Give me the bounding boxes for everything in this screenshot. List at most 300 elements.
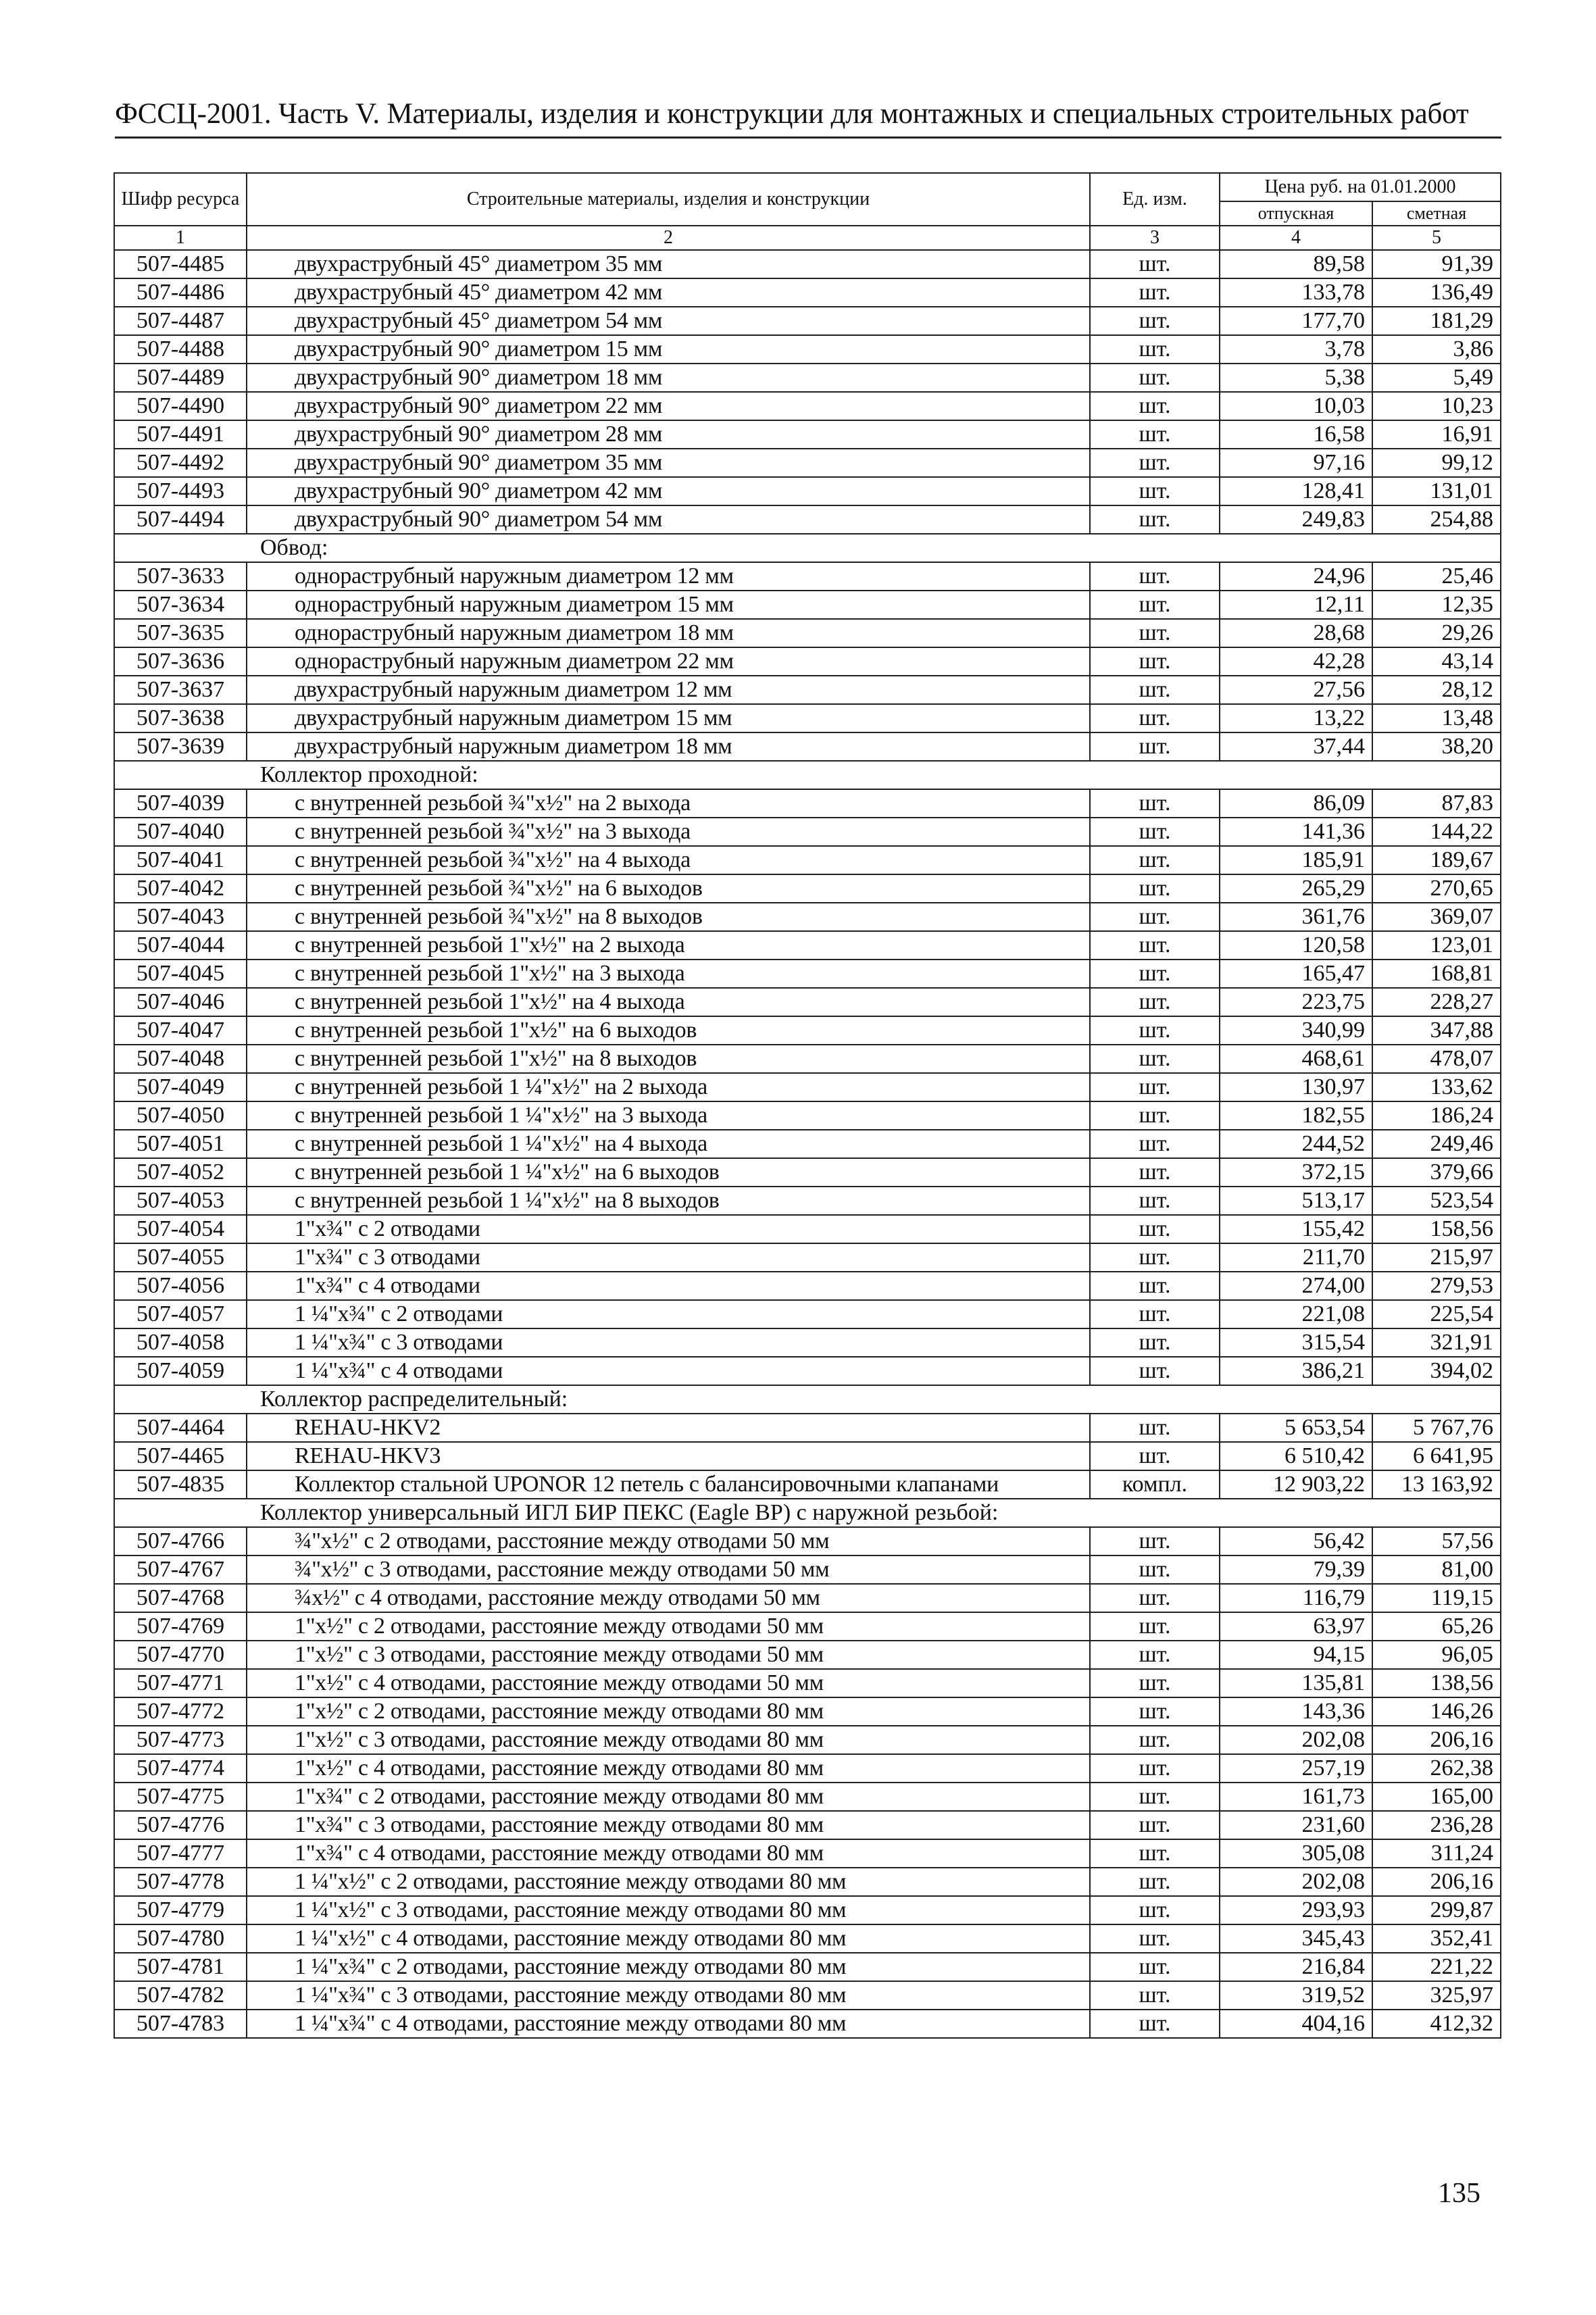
unit-cell: шт. bbox=[1090, 278, 1220, 307]
table-row bbox=[114, 392, 1501, 420]
unit-cell: шт. bbox=[1090, 1101, 1220, 1130]
table-row bbox=[114, 874, 1501, 903]
unit-cell: шт. bbox=[1090, 988, 1220, 1016]
release-price-cell: 56,42 bbox=[1220, 1527, 1372, 1555]
unit-cell: шт. bbox=[1090, 1839, 1220, 1868]
estimate-price-cell: 3,86 bbox=[1372, 335, 1501, 364]
material-name-cell: с внутренней резьбой 1"х½" на 4 выхода bbox=[247, 988, 1090, 1016]
resource-code-cell: 507-4047 bbox=[114, 1016, 247, 1045]
estimate-price-cell: 6 641,95 bbox=[1372, 1442, 1501, 1470]
estimate-price-cell: 158,56 bbox=[1372, 1215, 1501, 1243]
material-name-cell: двухраструбный 90° диаметром 35 мм bbox=[247, 449, 1090, 477]
table-row bbox=[114, 732, 1501, 761]
estimate-price-cell: 81,00 bbox=[1372, 1555, 1501, 1584]
estimate-price-cell: 13,48 bbox=[1372, 704, 1501, 732]
resource-code-cell: 507-4055 bbox=[114, 1243, 247, 1272]
material-name-cell: Коллектор стальной UPONOR 12 петель с балансировочными клапанами bbox=[247, 1470, 1090, 1499]
table-row bbox=[114, 1726, 1501, 1754]
resource-code-cell: 507-4783 bbox=[114, 2010, 247, 2038]
release-price-cell: 135,81 bbox=[1220, 1669, 1372, 1697]
estimate-price-cell: 228,27 bbox=[1372, 988, 1501, 1016]
resource-code-cell: 507-4771 bbox=[114, 1669, 247, 1697]
table-row bbox=[114, 591, 1501, 619]
column-number: 4 bbox=[1220, 226, 1372, 250]
release-price-cell: 28,68 bbox=[1220, 619, 1372, 647]
material-name-cell: двухраструбный 90° диаметром 15 мм bbox=[247, 335, 1090, 364]
estimate-price-cell: 123,01 bbox=[1372, 931, 1501, 960]
release-price-cell: 12 903,22 bbox=[1220, 1470, 1372, 1499]
unit-cell: шт. bbox=[1090, 1357, 1220, 1385]
resource-code-cell: 507-4782 bbox=[114, 1981, 247, 2010]
table-row bbox=[114, 903, 1501, 931]
resource-code-cell: 507-4772 bbox=[114, 1697, 247, 1726]
table-row bbox=[114, 1612, 1501, 1641]
estimate-price-cell: 28,12 bbox=[1372, 676, 1501, 704]
table-row bbox=[114, 1924, 1501, 1953]
resource-code-cell: 507-4057 bbox=[114, 1300, 247, 1328]
release-price-cell: 274,00 bbox=[1220, 1272, 1372, 1300]
resource-code-cell: 507-4054 bbox=[114, 1215, 247, 1243]
table-row bbox=[114, 1669, 1501, 1697]
unit-cell: шт. bbox=[1090, 704, 1220, 732]
column-number: 3 bbox=[1090, 226, 1220, 250]
release-price-cell: 221,08 bbox=[1220, 1300, 1372, 1328]
estimate-price-cell: 96,05 bbox=[1372, 1641, 1501, 1669]
estimate-price-cell: 262,38 bbox=[1372, 1754, 1501, 1783]
unit-cell: шт. bbox=[1090, 818, 1220, 846]
estimate-price-cell: 144,22 bbox=[1372, 818, 1501, 846]
estimate-price-cell: 133,62 bbox=[1372, 1073, 1501, 1101]
material-name-cell: 1"х¾" с 4 отводами, расстояние между отводами 80 мм bbox=[247, 1839, 1090, 1868]
estimate-price-cell: 206,16 bbox=[1372, 1868, 1501, 1896]
unit-cell: шт. bbox=[1090, 1953, 1220, 1981]
release-price-cell: 345,43 bbox=[1220, 1924, 1372, 1953]
table-row bbox=[114, 789, 1501, 818]
unit-cell: шт. bbox=[1090, 1981, 1220, 2010]
resource-code-cell: 507-4490 bbox=[114, 392, 247, 420]
resource-code-cell: 507-4773 bbox=[114, 1726, 247, 1754]
column-number: 5 bbox=[1372, 226, 1501, 250]
release-price-cell: 202,08 bbox=[1220, 1868, 1372, 1896]
release-price-cell: 216,84 bbox=[1220, 1953, 1372, 1981]
price-table bbox=[114, 172, 1501, 2039]
resource-code-cell: 507-4492 bbox=[114, 449, 247, 477]
material-name-cell: 1"х½" с 3 отводами, расстояние между отводами 50 мм bbox=[247, 1641, 1090, 1669]
material-name-cell: с внутренней резьбой ¾"х½" на 4 выхода bbox=[247, 846, 1090, 874]
header-unit: Ед. изм. bbox=[1090, 173, 1220, 226]
unit-cell: шт. bbox=[1090, 1754, 1220, 1783]
estimate-price-cell: 189,67 bbox=[1372, 846, 1501, 874]
material-name-cell: 1 ¼"х¾" с 2 отводами, расстояние между отводами 80 мм bbox=[247, 1953, 1090, 1981]
resource-code-cell: 507-4058 bbox=[114, 1328, 247, 1357]
estimate-price-cell: 394,02 bbox=[1372, 1357, 1501, 1385]
table-row bbox=[114, 1300, 1501, 1328]
release-price-cell: 16,58 bbox=[1220, 420, 1372, 449]
table-row bbox=[114, 1187, 1501, 1215]
table-row bbox=[114, 505, 1501, 534]
release-price-cell: 361,76 bbox=[1220, 903, 1372, 931]
unit-cell: шт. bbox=[1090, 505, 1220, 534]
estimate-price-cell: 146,26 bbox=[1372, 1697, 1501, 1726]
release-price-cell: 177,70 bbox=[1220, 307, 1372, 335]
material-name-cell: с внутренней резьбой ¾"х½" на 8 выходов bbox=[247, 903, 1090, 931]
table-row bbox=[114, 278, 1501, 307]
estimate-price-cell: 181,29 bbox=[1372, 307, 1501, 335]
release-price-cell: 130,97 bbox=[1220, 1073, 1372, 1101]
estimate-price-cell: 131,01 bbox=[1372, 477, 1501, 505]
resource-code-cell: 507-4779 bbox=[114, 1896, 247, 1924]
resource-code-cell: 507-3637 bbox=[114, 676, 247, 704]
estimate-price-cell: 369,07 bbox=[1372, 903, 1501, 931]
unit-cell: шт. bbox=[1090, 874, 1220, 903]
resource-code-cell: 507-3636 bbox=[114, 647, 247, 676]
page-number: 135 bbox=[1438, 2178, 1480, 2209]
release-price-cell: 165,47 bbox=[1220, 960, 1372, 988]
material-name-cell: ¾"х½" с 2 отводами, расстояние между отводами 50 мм bbox=[247, 1527, 1090, 1555]
estimate-price-cell: 13 163,92 bbox=[1372, 1470, 1501, 1499]
table-row bbox=[114, 619, 1501, 647]
resource-code-cell: 507-4051 bbox=[114, 1130, 247, 1158]
table-row bbox=[114, 1101, 1501, 1130]
section-row bbox=[114, 1499, 1501, 1527]
estimate-price-cell: 379,66 bbox=[1372, 1158, 1501, 1187]
unit-cell: шт. bbox=[1090, 420, 1220, 449]
table-row bbox=[114, 1584, 1501, 1612]
estimate-price-cell: 325,97 bbox=[1372, 1981, 1501, 2010]
estimate-price-cell: 57,56 bbox=[1372, 1527, 1501, 1555]
unit-cell: шт. bbox=[1090, 732, 1220, 761]
material-name-cell: 1 ¼"х½" с 2 отводами, расстояние между отводами 80 мм bbox=[247, 1868, 1090, 1896]
material-name-cell: с внутренней резьбой 1 ¼"х½" на 6 выходов bbox=[247, 1158, 1090, 1187]
section-title: Коллектор распределительный: bbox=[114, 1385, 1501, 1414]
table-row bbox=[114, 1130, 1501, 1158]
unit-cell: шт. bbox=[1090, 449, 1220, 477]
release-price-cell: 257,19 bbox=[1220, 1754, 1372, 1783]
resource-code-cell: 507-4781 bbox=[114, 1953, 247, 1981]
material-name-cell: 1 ¼"х¾" с 4 отводами bbox=[247, 1357, 1090, 1385]
unit-cell: шт. bbox=[1090, 676, 1220, 704]
unit-cell: шт. bbox=[1090, 1158, 1220, 1187]
release-price-cell: 293,93 bbox=[1220, 1896, 1372, 1924]
material-name-cell: REHAU-HKV3 bbox=[247, 1442, 1090, 1470]
release-price-cell: 6 510,42 bbox=[1220, 1442, 1372, 1470]
estimate-price-cell: 186,24 bbox=[1372, 1101, 1501, 1130]
unit-cell: шт. bbox=[1090, 1612, 1220, 1641]
estimate-price-cell: 352,41 bbox=[1372, 1924, 1501, 1953]
release-price-cell: 12,11 bbox=[1220, 591, 1372, 619]
resource-code-cell: 507-3639 bbox=[114, 732, 247, 761]
unit-cell: шт. bbox=[1090, 335, 1220, 364]
release-price-cell: 86,09 bbox=[1220, 789, 1372, 818]
material-name-cell: с внутренней резьбой 1 ¼"х½" на 4 выхода bbox=[247, 1130, 1090, 1158]
estimate-price-cell: 5 767,76 bbox=[1372, 1414, 1501, 1442]
release-price-cell: 404,16 bbox=[1220, 2010, 1372, 2038]
resource-code-cell: 507-4048 bbox=[114, 1045, 247, 1073]
release-price-cell: 116,79 bbox=[1220, 1584, 1372, 1612]
release-price-cell: 244,52 bbox=[1220, 1130, 1372, 1158]
resource-code-cell: 507-4776 bbox=[114, 1811, 247, 1839]
estimate-price-cell: 138,56 bbox=[1372, 1669, 1501, 1697]
table-row bbox=[114, 1839, 1501, 1868]
unit-cell: шт. bbox=[1090, 647, 1220, 676]
material-name-cell: с внутренней резьбой 1 ¼"х½" на 2 выхода bbox=[247, 1073, 1090, 1101]
section-row bbox=[114, 1385, 1501, 1414]
release-price-cell: 141,36 bbox=[1220, 818, 1372, 846]
table-row bbox=[114, 1045, 1501, 1073]
header-estimate: сметная bbox=[1372, 201, 1501, 226]
table-row bbox=[114, 818, 1501, 846]
section-row bbox=[114, 534, 1501, 562]
unit-cell: шт. bbox=[1090, 364, 1220, 392]
header-name: Строительные материалы, изделия и конструкции bbox=[247, 173, 1090, 226]
table-row bbox=[114, 1868, 1501, 1896]
table-row bbox=[114, 307, 1501, 335]
header-price: Цена руб. на 01.01.2000 bbox=[1220, 173, 1501, 201]
material-name-cell: с внутренней резьбой ¾"х½" на 6 выходов bbox=[247, 874, 1090, 903]
resource-code-cell: 507-4766 bbox=[114, 1527, 247, 1555]
release-price-cell: 386,21 bbox=[1220, 1357, 1372, 1385]
release-price-cell: 79,39 bbox=[1220, 1555, 1372, 1584]
release-price-cell: 468,61 bbox=[1220, 1045, 1372, 1073]
resource-code-cell: 507-4044 bbox=[114, 931, 247, 960]
material-name-cell: 1"х½" с 2 отводами, расстояние между отводами 50 мм bbox=[247, 1612, 1090, 1641]
release-price-cell: 211,70 bbox=[1220, 1243, 1372, 1272]
release-price-cell: 155,42 bbox=[1220, 1215, 1372, 1243]
resource-code-cell: 507-4835 bbox=[114, 1470, 247, 1499]
material-name-cell: 1"х¾" с 3 отводами, расстояние между отводами 80 мм bbox=[247, 1811, 1090, 1839]
resource-code-cell: 507-4050 bbox=[114, 1101, 247, 1130]
unit-cell: компл. bbox=[1090, 1470, 1220, 1499]
resource-code-cell: 507-4052 bbox=[114, 1158, 247, 1187]
resource-code-cell: 507-4049 bbox=[114, 1073, 247, 1101]
release-price-cell: 319,52 bbox=[1220, 1981, 1372, 2010]
release-price-cell: 37,44 bbox=[1220, 732, 1372, 761]
header-code: Шифр ресурса bbox=[114, 173, 247, 226]
table-row bbox=[114, 1641, 1501, 1669]
release-price-cell: 27,56 bbox=[1220, 676, 1372, 704]
release-price-cell: 63,97 bbox=[1220, 1612, 1372, 1641]
material-name-cell: с внутренней резьбой 1"х½" на 3 выхода bbox=[247, 960, 1090, 988]
resource-code-cell: 507-3633 bbox=[114, 562, 247, 591]
resource-code-cell: 507-3634 bbox=[114, 591, 247, 619]
release-price-cell: 202,08 bbox=[1220, 1726, 1372, 1754]
unit-cell: шт. bbox=[1090, 1924, 1220, 1953]
release-price-cell: 128,41 bbox=[1220, 477, 1372, 505]
material-name-cell: двухраструбный 45° диаметром 42 мм bbox=[247, 278, 1090, 307]
table-row bbox=[114, 1470, 1501, 1499]
unit-cell: шт. bbox=[1090, 1045, 1220, 1073]
release-price-cell: 3,78 bbox=[1220, 335, 1372, 364]
release-price-cell: 315,54 bbox=[1220, 1328, 1372, 1357]
unit-cell: шт. bbox=[1090, 846, 1220, 874]
estimate-price-cell: 279,53 bbox=[1372, 1272, 1501, 1300]
release-price-cell: 182,55 bbox=[1220, 1101, 1372, 1130]
unit-cell: шт. bbox=[1090, 2010, 1220, 2038]
table-row bbox=[114, 1272, 1501, 1300]
table-row bbox=[114, 1215, 1501, 1243]
resource-code-cell: 507-3638 bbox=[114, 704, 247, 732]
material-name-cell: однораструбный наружным диаметром 18 мм bbox=[247, 619, 1090, 647]
unit-cell: шт. bbox=[1090, 250, 1220, 278]
table-row bbox=[114, 420, 1501, 449]
material-name-cell: ¾х½" с 4 отводами, расстояние между отводами 50 мм bbox=[247, 1584, 1090, 1612]
estimate-price-cell: 38,20 bbox=[1372, 732, 1501, 761]
unit-cell: шт. bbox=[1090, 1555, 1220, 1584]
unit-cell: шт. bbox=[1090, 1584, 1220, 1612]
resource-code-cell: 507-4769 bbox=[114, 1612, 247, 1641]
unit-cell: шт. bbox=[1090, 1073, 1220, 1101]
material-name-cell: 1 ¼"х½" с 3 отводами, расстояние между отводами 80 мм bbox=[247, 1896, 1090, 1924]
material-name-cell: 1"х¾" с 2 отводами, расстояние между отводами 80 мм bbox=[247, 1783, 1090, 1811]
resource-code-cell: 507-4464 bbox=[114, 1414, 247, 1442]
material-name-cell: 1"х½" с 3 отводами, расстояние между отводами 80 мм bbox=[247, 1726, 1090, 1754]
estimate-price-cell: 165,00 bbox=[1372, 1783, 1501, 1811]
unit-cell: шт. bbox=[1090, 1414, 1220, 1442]
table-row bbox=[114, 335, 1501, 364]
section-title: Коллектор универсальный ИГЛ БИР ПЕКС (Eagle BP) с наружной резьбой: bbox=[114, 1499, 1501, 1527]
material-name-cell: с внутренней резьбой 1 ¼"х½" на 3 выхода bbox=[247, 1101, 1090, 1130]
resource-code-cell: 507-4491 bbox=[114, 420, 247, 449]
table-row bbox=[114, 1555, 1501, 1584]
unit-cell: шт. bbox=[1090, 789, 1220, 818]
material-name-cell: однораструбный наружным диаметром 12 мм bbox=[247, 562, 1090, 591]
estimate-price-cell: 254,88 bbox=[1372, 505, 1501, 534]
release-price-cell: 133,78 bbox=[1220, 278, 1372, 307]
unit-cell: шт. bbox=[1090, 960, 1220, 988]
unit-cell: шт. bbox=[1090, 619, 1220, 647]
table-row bbox=[114, 1328, 1501, 1357]
estimate-price-cell: 236,28 bbox=[1372, 1811, 1501, 1839]
table-row bbox=[114, 1243, 1501, 1272]
unit-cell: шт. bbox=[1090, 1669, 1220, 1697]
material-name-cell: двухраструбный 90° диаметром 22 мм bbox=[247, 392, 1090, 420]
unit-cell: шт. bbox=[1090, 1130, 1220, 1158]
unit-cell: шт. bbox=[1090, 1328, 1220, 1357]
resource-code-cell: 507-4465 bbox=[114, 1442, 247, 1470]
estimate-price-cell: 136,49 bbox=[1372, 278, 1501, 307]
section-title: Обвод: bbox=[114, 534, 1501, 562]
table-row bbox=[114, 1442, 1501, 1470]
unit-cell: шт. bbox=[1090, 591, 1220, 619]
material-name-cell: с внутренней резьбой ¾"х½" на 3 выхода bbox=[247, 818, 1090, 846]
material-name-cell: двухраструбный 90° диаметром 28 мм bbox=[247, 420, 1090, 449]
table-row bbox=[114, 1783, 1501, 1811]
resource-code-cell: 507-4039 bbox=[114, 789, 247, 818]
unit-cell: шт. bbox=[1090, 307, 1220, 335]
unit-cell: шт. bbox=[1090, 1527, 1220, 1555]
table-row bbox=[114, 562, 1501, 591]
estimate-price-cell: 43,14 bbox=[1372, 647, 1501, 676]
material-name-cell: двухраструбный 45° диаметром 35 мм bbox=[247, 250, 1090, 278]
estimate-price-cell: 270,65 bbox=[1372, 874, 1501, 903]
release-price-cell: 265,29 bbox=[1220, 874, 1372, 903]
estimate-price-cell: 311,24 bbox=[1372, 1839, 1501, 1868]
table-row bbox=[114, 676, 1501, 704]
unit-cell: шт. bbox=[1090, 1726, 1220, 1754]
material-name-cell: двухраструбный 45° диаметром 54 мм bbox=[247, 307, 1090, 335]
column-number: 2 bbox=[247, 226, 1090, 250]
unit-cell: шт. bbox=[1090, 1783, 1220, 1811]
unit-cell: шт. bbox=[1090, 931, 1220, 960]
resource-code-cell: 507-4767 bbox=[114, 1555, 247, 1584]
estimate-price-cell: 478,07 bbox=[1372, 1045, 1501, 1073]
estimate-price-cell: 206,16 bbox=[1372, 1726, 1501, 1754]
unit-cell: шт. bbox=[1090, 1300, 1220, 1328]
material-name-cell: 1"х¾" с 4 отводами bbox=[247, 1272, 1090, 1300]
release-price-cell: 372,15 bbox=[1220, 1158, 1372, 1187]
release-price-cell: 13,22 bbox=[1220, 704, 1372, 732]
release-price-cell: 94,15 bbox=[1220, 1641, 1372, 1669]
resource-code-cell: 507-3635 bbox=[114, 619, 247, 647]
table-row bbox=[114, 1811, 1501, 1839]
material-name-cell: 1"х½" с 2 отводами, расстояние между отводами 80 мм bbox=[247, 1697, 1090, 1726]
unit-cell: шт. bbox=[1090, 903, 1220, 931]
page-title: ФССЦ-2001. Часть V. Материалы, изделия и конструкции для монтажных и специальных строительных работ bbox=[115, 96, 1501, 139]
estimate-price-cell: 221,22 bbox=[1372, 1953, 1501, 1981]
resource-code-cell: 507-4494 bbox=[114, 505, 247, 534]
table-row bbox=[114, 1016, 1501, 1045]
material-name-cell: REHAU-HKV2 bbox=[247, 1414, 1090, 1442]
resource-code-cell: 507-4486 bbox=[114, 278, 247, 307]
estimate-price-cell: 119,15 bbox=[1372, 1584, 1501, 1612]
table-row bbox=[114, 1953, 1501, 1981]
material-name-cell: с внутренней резьбой 1"х½" на 2 выхода bbox=[247, 931, 1090, 960]
material-name-cell: двухраструбный наружным диаметром 12 мм bbox=[247, 676, 1090, 704]
release-price-cell: 24,96 bbox=[1220, 562, 1372, 591]
table-row bbox=[114, 1697, 1501, 1726]
resource-code-cell: 507-4056 bbox=[114, 1272, 247, 1300]
table-row bbox=[114, 1414, 1501, 1442]
table-row bbox=[114, 1981, 1501, 2010]
resource-code-cell: 507-4046 bbox=[114, 988, 247, 1016]
material-name-cell: 1 ¼"х¾" с 3 отводами, расстояние между отводами 80 мм bbox=[247, 1981, 1090, 2010]
resource-code-cell: 507-4059 bbox=[114, 1357, 247, 1385]
estimate-price-cell: 225,54 bbox=[1372, 1300, 1501, 1328]
release-price-cell: 185,91 bbox=[1220, 846, 1372, 874]
resource-code-cell: 507-4780 bbox=[114, 1924, 247, 1953]
unit-cell: шт. bbox=[1090, 392, 1220, 420]
estimate-price-cell: 99,12 bbox=[1372, 449, 1501, 477]
estimate-price-cell: 91,39 bbox=[1372, 250, 1501, 278]
resource-code-cell: 507-4040 bbox=[114, 818, 247, 846]
resource-code-cell: 507-4041 bbox=[114, 846, 247, 874]
unit-cell: шт. bbox=[1090, 1215, 1220, 1243]
table-row bbox=[114, 960, 1501, 988]
material-name-cell: 1 ¼"х¾" с 2 отводами bbox=[247, 1300, 1090, 1328]
table-row bbox=[114, 1158, 1501, 1187]
unit-cell: шт. bbox=[1090, 1641, 1220, 1669]
resource-code-cell: 507-4043 bbox=[114, 903, 247, 931]
unit-cell: шт. bbox=[1090, 1016, 1220, 1045]
table-row bbox=[114, 1357, 1501, 1385]
material-name-cell: 1"х¾" с 2 отводами bbox=[247, 1215, 1090, 1243]
unit-cell: шт. bbox=[1090, 1187, 1220, 1215]
section-row bbox=[114, 761, 1501, 789]
resource-code-cell: 507-4485 bbox=[114, 250, 247, 278]
estimate-price-cell: 12,35 bbox=[1372, 591, 1501, 619]
release-price-cell: 143,36 bbox=[1220, 1697, 1372, 1726]
unit-cell: шт. bbox=[1090, 562, 1220, 591]
release-price-cell: 89,58 bbox=[1220, 250, 1372, 278]
table-row bbox=[114, 931, 1501, 960]
release-price-cell: 120,58 bbox=[1220, 931, 1372, 960]
estimate-price-cell: 321,91 bbox=[1372, 1328, 1501, 1357]
material-name-cell: двухраструбный наружным диаметром 15 мм bbox=[247, 704, 1090, 732]
table-row bbox=[114, 250, 1501, 278]
resource-code-cell: 507-4489 bbox=[114, 364, 247, 392]
material-name-cell: с внутренней резьбой 1 ¼"х½" на 8 выходов bbox=[247, 1187, 1090, 1215]
resource-code-cell: 507-4778 bbox=[114, 1868, 247, 1896]
